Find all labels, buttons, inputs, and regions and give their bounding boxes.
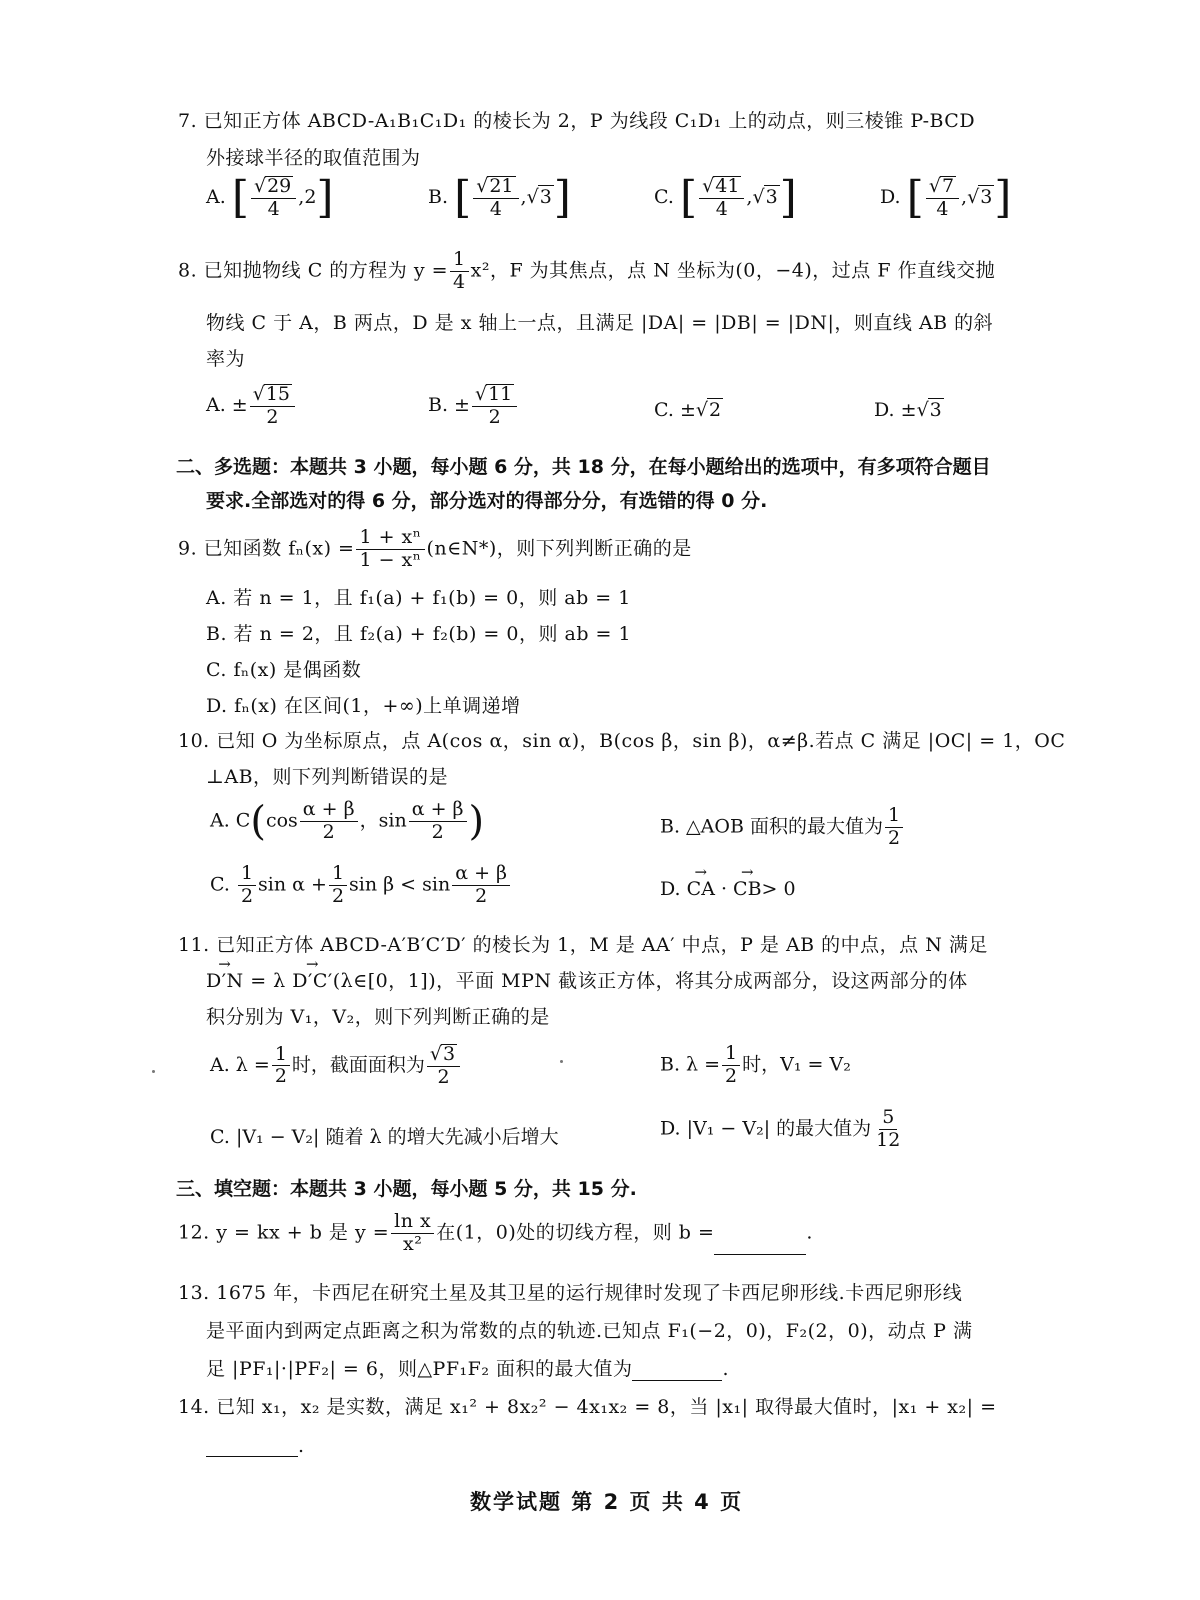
q11-option-d [660,1108,905,1151]
option-label: A. C [210,809,251,832]
right-bracket: ] [316,172,334,223]
left-bracket: [ [906,172,924,223]
section2-heading: 二、多选题：本题共 3 小题，每小题 6 分，共 18 分，在每小题给出的选项中，有多项符合题目 [176,456,991,478]
fraction: $\frac{\text{ln x}}{\text{x²}}$ [391,1212,434,1255]
q7-option-d: D. [ $\frac{√7}{4}$ ,√3] [880,172,1012,223]
fraction: $\frac{1}{4}$ [450,250,469,293]
q10-option-b [660,806,905,849]
q10-option-c [210,864,512,907]
period: . [722,1358,730,1380]
q9-rest: (n∈N*)，则下列判断正确的是 [426,537,692,560]
c-text-1: sin α + [258,873,327,896]
fraction: $\frac{√7}{4}$ [926,176,959,220]
left-paren: ( [250,798,266,845]
q11-option-a [210,1044,462,1088]
q13-line2: 是平面内到两定点距离之积为常数的点的轨迹.已知点 F₁(−2，0)，F₂(2，0)，动点 P 满 [206,1320,973,1342]
q10-line2: ⊥AB，则下列判断错误的是 [206,766,449,788]
option-label: C. ± [654,399,696,421]
q12-rest: 在(1，0)处的切线方程，则 b = [436,1221,715,1244]
vector-cb: → CB [733,878,762,900]
right-bracket: ] [779,172,797,223]
scan-speck [560,1060,563,1063]
q7-line1: 7. 已知正方体 ABCD-A₁B₁C₁D₁ 的棱长为 2，P 为线段 C₁D₁ 上的动点，则三棱锥 P-BCD [178,110,976,132]
option-label: B. ± [428,393,470,416]
option-label: A. ± [206,393,248,416]
q8-option-a [206,384,297,428]
option-label: C. [210,873,230,896]
range-end: 3 [539,186,552,208]
answer-blank[interactable] [714,1232,806,1255]
q12-start: 12. y = kx + b 是 y = [178,1221,390,1244]
sin-text: ，sin [359,809,407,832]
range-end: 2 [304,186,317,208]
fraction: $\frac{1}{2}$ [885,806,903,849]
left-bracket: [ [454,172,472,223]
vector-ca: → CA [687,878,715,900]
right-bracket: ] [553,172,571,223]
q10-option-d [660,878,796,900]
left-bracket: [ [679,172,698,223]
q9-option-c: C. fₙ(x) 是偶函数 [206,659,362,681]
fraction: $\frac{√21}{4}$ [473,176,518,220]
period: . [806,1221,813,1244]
radicand: 2 [708,399,722,421]
fraction: $\frac{√11}{2}$ [472,384,517,428]
q8-start: 8. 已知抛物线 C 的方程为 y = [178,259,449,282]
fraction: $\frac{√29}{4}$ [251,176,296,220]
section2-subheading: 要求.全部选对的得 6 分，部分选对的得部分分，有选错的得 0 分. [206,490,768,512]
option-label: A. λ = [210,1053,270,1076]
right-bracket: ] [994,172,1012,223]
vector-dn: → D′N [206,970,244,992]
q10-option-a [210,800,484,843]
q11-option-b [660,1044,851,1087]
q9-stem [178,528,692,571]
option-label: D. |V₁ − V₂| 的最大值为 [660,1117,872,1140]
radicand: 3 [929,399,942,421]
q13-line1: 13. 1675 年，卡西尼在研究土星及其卫星的运行规律时发现了卡西尼卵形线.卡西尼卵形线 [178,1282,963,1304]
q10-line1: 10. 已知 O 为坐标原点，点 A(cos α，sin α)，B(cos β，sin β)，α≠β.若点 C 满足 |OC| = 1，OC [178,730,1066,752]
option-label: C. [654,186,674,208]
q7-option-c: C. [ $\frac{√41}{4}$ ,√3] [654,172,797,223]
q11-line2-rest: (λ∈[0，1])，平面 MPN 截该正方体，将其分成两部分，设这两部分的体 [332,970,968,992]
fraction: $\frac{√15}{2}$ [250,384,295,428]
q8-option-b [428,384,519,428]
equals-lambda: = λ [243,970,293,992]
fraction: $\frac{1}{2}$ [272,1045,290,1088]
q9-option-b: B. 若 n = 2，且 f₂(a) + f₂(b) = 0，则 ab = 1 [206,623,632,645]
q7-line2: 外接球半径的取值范围为 [206,147,421,169]
q14-line1: 14. 已知 x₁，x₂ 是实数，满足 x₁² + 8x₂² − 4x₁x₂ = 8，当 |x₁| 取得最大值时，|x₁ + x₂| = [178,1396,997,1418]
answer-blank[interactable] [206,1434,298,1457]
q8-line3: 率为 [206,348,246,370]
option-label: A. [206,186,226,208]
range-end: 3 [980,186,993,208]
fraction: $\frac{√41}{4}$ [699,176,744,220]
option-label: D. ± [874,399,917,421]
q13-line3 [206,1354,729,1381]
fraction: $\frac{√3}{2}$ [427,1044,460,1088]
option-label: B. λ = [660,1053,721,1076]
left-bracket: [ [231,172,249,223]
answer-blank[interactable] [632,1358,722,1381]
inequality-end: > 0 [761,878,796,900]
q9-start: 9. 已知函数 fₙ(x) = [178,537,355,560]
dot-operator: · [714,878,734,900]
q13-line3-text: 足 |PF₁|·|PF₂| = 6，则△PF₁F₂ 面积的最大值为 [206,1358,633,1380]
q8-option-d: D. ±√3 [874,399,942,421]
q8-line1 [178,250,995,293]
cos-text: cos [265,809,298,832]
option-text: B. △AOB 面积的最大值为 [660,815,883,838]
q8-rest: x²，F 为其焦点，点 N 坐标为(0，−4)，过点 F 作直线交抛 [470,259,996,282]
option-text: 时，截面面积为 [291,1053,425,1076]
fraction: $\frac{\alpha + \beta}{2}$ [452,864,510,907]
section3-heading: 三、填空题：本题共 3 小题，每小题 5 分，共 15 分. [176,1178,637,1200]
q14-line2 [206,1434,305,1457]
c-text-2: sin β < sin [349,873,451,896]
q8-line2: 物线 C 于 A，B 两点，D 是 x 轴上一点，且满足 |DA| = |DB| = |DN|，则直线 AB 的斜 [206,312,994,334]
option-text: 时，V₁ = V₂ [742,1053,851,1076]
page-footer: 数学试题 第 2 页 共 4 页 [470,1490,744,1514]
fraction: $\frac{1}{2}$ [329,864,347,907]
fraction: $\frac{\alpha + \beta}{2}$ [409,800,467,843]
q9-option-d: D. fₙ(x) 在区间(1，+∞)上单调递增 [206,695,521,717]
q7-option-b: B. [ $\frac{√21}{4}$ ,√3] [428,172,571,223]
option-label: D. [660,878,681,900]
q11-line2 [206,966,968,993]
scan-speck [152,1070,155,1073]
fraction: $\frac{1}{2}$ [722,1044,740,1087]
fraction: $\frac{\alpha + \beta}{2}$ [300,800,358,843]
range-end: 3 [765,186,778,208]
q7-option-a: A. [ $\frac{√29}{4}$ ,2] [206,172,334,223]
fraction: $\frac{5}{12}$ [876,1106,901,1151]
period: . [298,1435,305,1457]
q11-line1: 11. 已知正方体 ABCD-A′B′C′D′ 的棱长为 1，M 是 AA′ 中点，P 是 AB 的中点，点 N 满足 [178,934,988,956]
vector-dc: → D′C′ [292,970,332,992]
q8-option-c: C. ±√2 [654,399,722,421]
q11-line3: 积分别为 V₁，V₂，则下列判断正确的是 [206,1006,550,1028]
option-label: B. [428,186,449,208]
option-label: D. [880,186,901,208]
q9-option-a: A. 若 n = 1，且 f₁(a) + f₁(b) = 0，则 ab = 1 [206,587,631,609]
q12-stem [178,1212,813,1255]
fraction: $\frac{\text{1 + xⁿ}}{\text{1 − xⁿ}}$ [356,528,424,571]
right-paren: ) [468,798,485,845]
q11-option-c: C. |V₁ − V₂| 随着 λ 的增大先减小后增大 [210,1126,559,1148]
fraction: $\frac{1}{2}$ [238,864,256,907]
